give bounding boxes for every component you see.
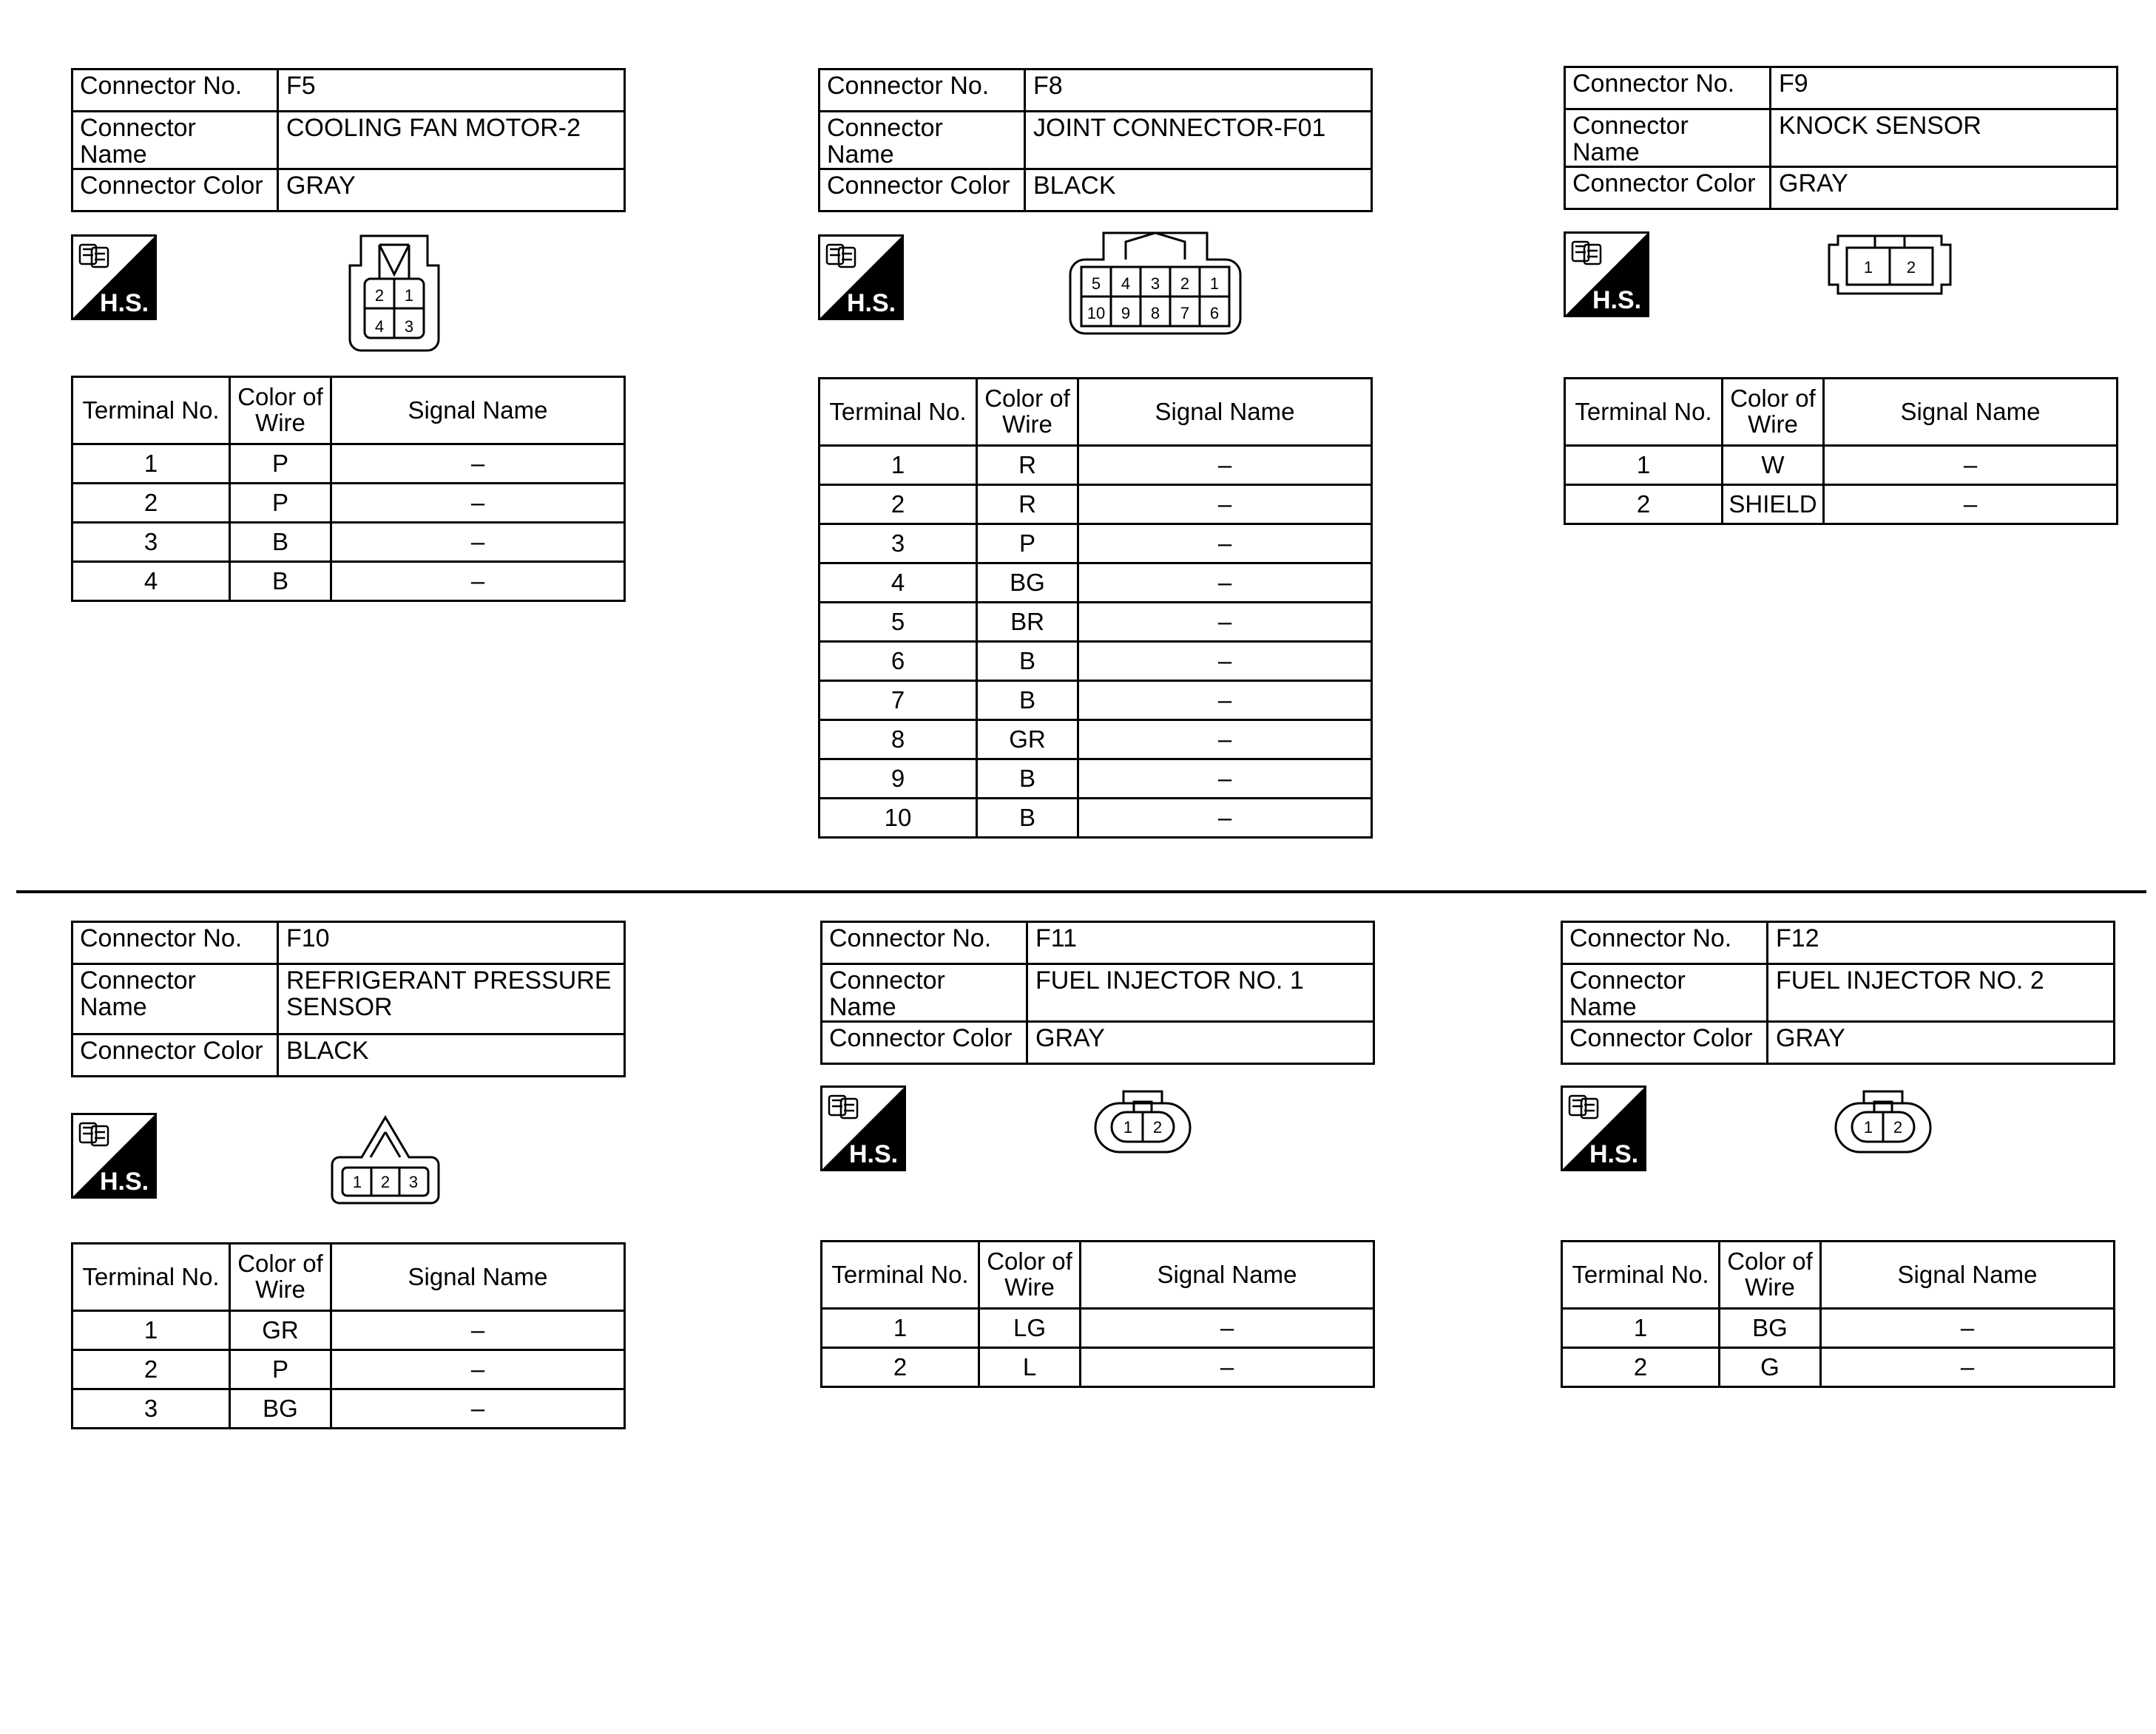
- connector-no-row: [72, 70, 625, 112]
- wire-color-cell: GR: [977, 720, 1078, 759]
- pin-label: 1: [404, 286, 414, 305]
- table-row: [820, 720, 1372, 759]
- connector-info-table: [71, 68, 626, 212]
- connector-name-row: [1562, 964, 2115, 1022]
- connector-name-label: Connector Name: [820, 112, 1025, 169]
- terminal-no-header: Terminal No.: [822, 1242, 979, 1309]
- table-row: [1562, 1348, 2115, 1387]
- connector-info-table: [820, 921, 1375, 1065]
- connector-no-label: Connector No.: [822, 922, 1027, 964]
- connector-block-f5: [71, 68, 633, 881]
- color-of-wire-header: Color of Wire: [1720, 1242, 1821, 1309]
- signal-name-cell: –: [1078, 642, 1372, 681]
- color-of-wire-header: Color of Wire: [230, 1244, 331, 1311]
- pin-label: 1: [352, 1173, 362, 1191]
- connector-info-table: [71, 921, 626, 1077]
- wire-color-cell: P: [230, 444, 331, 484]
- connector-block-f10: [71, 921, 633, 1734]
- connector-no-value: F9: [1771, 67, 2118, 109]
- badge-label: H.S.: [1592, 286, 1642, 314]
- table-row: [820, 799, 1372, 838]
- connector-no-row: [1565, 67, 2118, 109]
- terminal-no-cell: 5: [820, 603, 977, 642]
- pin-label: 1: [1209, 274, 1220, 293]
- connector-name-label: Connector Name: [1562, 964, 1768, 1022]
- signal-name-cell: –: [331, 1389, 625, 1429]
- pin-label: 3: [404, 317, 414, 336]
- connector-name-row: [1565, 109, 2118, 167]
- connector-color-label: Connector Color: [1562, 1022, 1768, 1064]
- badge-label: H.S.: [99, 289, 149, 317]
- pin-label: 4: [374, 317, 385, 336]
- connector-name-value: REFRIGERANT PRESSURE SENSOR: [278, 964, 625, 1034]
- signal-name-header: Signal Name: [1078, 379, 1372, 446]
- signal-name-cell: –: [1078, 446, 1372, 485]
- terminal-no-cell: 2: [822, 1348, 979, 1387]
- signal-name-cell: –: [1081, 1309, 1374, 1348]
- table-row: [820, 563, 1372, 603]
- wire-color-cell: P: [230, 1350, 331, 1389]
- table-row: [820, 759, 1372, 799]
- connector-color-value: GRAY: [278, 169, 625, 211]
- terminal-no-header: Terminal No.: [1562, 1242, 1720, 1309]
- connector-block-f11: [820, 921, 1382, 1734]
- terminal-no-cell: 1: [1562, 1309, 1720, 1348]
- wire-color-cell: B: [230, 562, 331, 601]
- connector-color-value: GRAY: [1771, 167, 2118, 209]
- wire-color-cell: R: [977, 446, 1078, 485]
- connector-name-value: FUEL INJECTOR NO. 2: [1768, 964, 2115, 1022]
- signal-name-cell: –: [1081, 1348, 1374, 1387]
- table-row: [820, 485, 1372, 524]
- wire-color-cell: LG: [979, 1309, 1081, 1348]
- table-row: [820, 446, 1372, 485]
- color-of-wire-header: Color of Wire: [230, 377, 331, 444]
- badge-label: H.S.: [1589, 1140, 1639, 1168]
- badge-label: H.S.: [846, 289, 896, 317]
- connector-no-value: F11: [1027, 922, 1374, 964]
- table-row: [820, 603, 1372, 642]
- terminal-no-header: Terminal No.: [72, 377, 230, 444]
- terminal-no-cell: 9: [820, 759, 977, 799]
- signal-name-cell: –: [1078, 759, 1372, 799]
- wire-color-cell: L: [979, 1348, 1081, 1387]
- signal-name-cell: –: [331, 484, 625, 523]
- terminal-no-cell: 2: [72, 1350, 230, 1389]
- terminal-no-cell: 4: [72, 562, 230, 601]
- connector-color-value: GRAY: [1027, 1022, 1374, 1064]
- harness-side-icon: [1561, 1086, 1646, 1171]
- connector-no-value: F8: [1025, 70, 1372, 112]
- connector-no-row: [822, 922, 1374, 964]
- terminal-no-cell: 1: [820, 446, 977, 485]
- pin-label: 2: [374, 286, 385, 305]
- table-row: [822, 1309, 1374, 1348]
- signal-name-cell: –: [331, 444, 625, 484]
- wire-color-cell: BG: [1720, 1309, 1821, 1348]
- terminal-no-cell: 3: [820, 524, 977, 563]
- wire-color-cell: G: [1720, 1348, 1821, 1387]
- connector-color-value: BLACK: [1025, 169, 1372, 211]
- terminal-table: [820, 1240, 1375, 1388]
- wire-color-cell: GR: [230, 1311, 331, 1350]
- pin-label: 6: [1209, 304, 1220, 322]
- table-row: [1565, 446, 2118, 485]
- color-of-wire-header: Color of Wire: [1723, 379, 1824, 446]
- signal-name-header: Signal Name: [331, 1244, 625, 1311]
- terminal-table-header: [72, 1244, 625, 1311]
- signal-name-cell: –: [1078, 563, 1372, 603]
- terminal-no-cell: 10: [820, 799, 977, 838]
- connector-face-diagram: [1823, 227, 1956, 301]
- signal-name-cell: –: [331, 523, 625, 562]
- connector-color-label: Connector Color: [1565, 167, 1771, 209]
- signal-name-cell: –: [1078, 681, 1372, 720]
- harness-side-icon: [71, 234, 157, 320]
- wire-color-cell: W: [1723, 446, 1824, 485]
- connector-no-value: F10: [278, 922, 625, 964]
- connector-face-diagram: [342, 227, 446, 353]
- connector-info-table: [818, 68, 1373, 212]
- wire-color-cell: SHIELD: [1723, 485, 1824, 524]
- terminal-no-header: Terminal No.: [1565, 379, 1723, 446]
- pin-label: 1: [1123, 1118, 1133, 1137]
- signal-name-cell: –: [331, 562, 625, 601]
- pin-label: 3: [1150, 274, 1160, 293]
- connector-no-value: F12: [1768, 922, 2115, 964]
- connector-no-label: Connector No.: [72, 70, 278, 112]
- connector-name-value: COOLING FAN MOTOR-2: [278, 112, 625, 169]
- terminal-no-cell: 8: [820, 720, 977, 759]
- harness-side-icon: [818, 234, 904, 320]
- terminal-table-header: [1565, 379, 2118, 446]
- terminal-no-cell: 2: [72, 484, 230, 523]
- connector-name-label: Connector Name: [822, 964, 1027, 1022]
- signal-name-cell: –: [1078, 524, 1372, 563]
- terminal-no-cell: 1: [72, 444, 230, 484]
- pin-label: 1: [1863, 258, 1873, 277]
- terminal-no-cell: 3: [72, 523, 230, 562]
- connector-color-label: Connector Color: [820, 169, 1025, 211]
- section-divider: [16, 890, 2146, 893]
- terminal-table-header: [820, 379, 1372, 446]
- signal-name-cell: –: [331, 1311, 625, 1350]
- connector-color-row: [1562, 1022, 2115, 1064]
- terminal-table: [71, 1242, 626, 1429]
- connector-block-f8: [818, 68, 1380, 881]
- signal-name-cell: –: [1824, 485, 2118, 524]
- table-row: [72, 523, 625, 562]
- connector-name-value: KNOCK SENSOR: [1771, 109, 2118, 167]
- connector-no-row: [72, 922, 625, 964]
- terminal-table: [1564, 377, 2118, 525]
- connector-no-value: F5: [278, 70, 625, 112]
- wire-color-cell: R: [977, 485, 1078, 524]
- connector-color-row: [820, 169, 1372, 211]
- signal-name-header: Signal Name: [1824, 379, 2118, 446]
- connector-name-row: [72, 964, 625, 1034]
- table-row: [820, 642, 1372, 681]
- wire-color-cell: B: [977, 759, 1078, 799]
- harness-side-icon: [1564, 231, 1649, 317]
- pin-label: 2: [1152, 1118, 1163, 1137]
- connector-color-row: [822, 1022, 1374, 1064]
- pin-label: 3: [408, 1173, 419, 1191]
- connector-no-label: Connector No.: [1562, 922, 1768, 964]
- terminal-no-cell: 6: [820, 642, 977, 681]
- terminal-no-cell: 1: [72, 1311, 230, 1350]
- wire-color-cell: B: [977, 642, 1078, 681]
- table-row: [820, 681, 1372, 720]
- table-row: [72, 1389, 625, 1429]
- table-row: [1562, 1309, 2115, 1348]
- connector-info-table: [1561, 921, 2115, 1065]
- badge-label: H.S.: [99, 1168, 149, 1196]
- table-row: [72, 1350, 625, 1389]
- wire-color-cell: B: [977, 681, 1078, 720]
- signal-name-header: Signal Name: [331, 377, 625, 444]
- terminal-no-cell: 7: [820, 681, 977, 720]
- pin-label: 2: [1906, 258, 1916, 277]
- connector-color-row: [72, 1034, 625, 1077]
- pin-label: 9: [1121, 304, 1131, 322]
- harness-side-icon: [71, 1113, 157, 1199]
- pin-label: 2: [380, 1173, 391, 1191]
- connector-no-label: Connector No.: [1565, 67, 1771, 109]
- table-row: [72, 484, 625, 523]
- signal-name-cell: –: [1824, 446, 2118, 485]
- connector-color-label: Connector Color: [822, 1022, 1027, 1064]
- connector-no-label: Connector No.: [820, 70, 1025, 112]
- connector-color-label: Connector Color: [72, 169, 278, 211]
- signal-name-header: Signal Name: [1081, 1242, 1374, 1309]
- connector-face-diagram: [1067, 227, 1244, 338]
- color-of-wire-header: Color of Wire: [979, 1242, 1081, 1309]
- terminal-no-cell: 4: [820, 563, 977, 603]
- signal-name-cell: –: [1078, 720, 1372, 759]
- wire-color-cell: BG: [977, 563, 1078, 603]
- wire-color-cell: P: [977, 524, 1078, 563]
- terminal-table-header: [822, 1242, 1374, 1309]
- connector-name-row: [822, 964, 1374, 1022]
- terminal-table-header: [72, 377, 625, 444]
- connector-face-diagram: [326, 1113, 445, 1209]
- pin-label: 10: [1087, 304, 1106, 322]
- terminal-no-header: Terminal No.: [820, 379, 977, 446]
- pin-label: 5: [1091, 274, 1101, 293]
- connector-no-label: Connector No.: [72, 922, 278, 964]
- connector-name-value: FUEL INJECTOR NO. 1: [1027, 964, 1374, 1022]
- connector-name-label: Connector Name: [1565, 109, 1771, 167]
- connector-color-row: [72, 169, 625, 211]
- wire-color-cell: BG: [230, 1389, 331, 1429]
- badge-label: H.S.: [848, 1140, 899, 1168]
- terminal-no-cell: 2: [1562, 1348, 1720, 1387]
- pin-label: 7: [1180, 304, 1190, 322]
- signal-name-cell: –: [331, 1350, 625, 1389]
- wire-color-cell: BR: [977, 603, 1078, 642]
- table-row: [820, 524, 1372, 563]
- pin-label: 2: [1893, 1118, 1903, 1137]
- connector-name-row: [820, 112, 1372, 169]
- connector-name-row: [72, 112, 625, 169]
- table-row: [822, 1348, 1374, 1387]
- terminal-no-cell: 1: [822, 1309, 979, 1348]
- terminal-table: [1561, 1240, 2115, 1388]
- signal-name-cell: –: [1078, 485, 1372, 524]
- terminal-table-header: [1562, 1242, 2115, 1309]
- connector-no-row: [820, 70, 1372, 112]
- terminal-table: [818, 377, 1373, 839]
- wire-color-cell: B: [977, 799, 1078, 838]
- connector-info-table: [1564, 66, 2118, 210]
- terminal-table: [71, 376, 626, 602]
- harness-side-icon: [820, 1086, 906, 1171]
- connector-name-value: JOINT CONNECTOR-F01: [1025, 112, 1372, 169]
- signal-name-cell: –: [1821, 1309, 2115, 1348]
- pin-label: 4: [1121, 274, 1131, 293]
- pin-label: 8: [1150, 304, 1160, 322]
- connector-block-f12: [1561, 921, 2123, 1734]
- connector-color-label: Connector Color: [72, 1034, 278, 1077]
- terminal-no-cell: 3: [72, 1389, 230, 1429]
- table-row: [72, 562, 625, 601]
- connector-name-label: Connector Name: [72, 112, 278, 169]
- connector-color-row: [1565, 167, 2118, 209]
- signal-name-header: Signal Name: [1821, 1242, 2115, 1309]
- terminal-no-header: Terminal No.: [72, 1244, 230, 1311]
- connector-name-label: Connector Name: [72, 964, 278, 1034]
- signal-name-cell: –: [1078, 799, 1372, 838]
- connector-no-row: [1562, 922, 2115, 964]
- pin-label: 2: [1180, 274, 1190, 293]
- table-row: [72, 1311, 625, 1350]
- color-of-wire-header: Color of Wire: [977, 379, 1078, 446]
- terminal-no-cell: 2: [1565, 485, 1723, 524]
- connector-color-value: GRAY: [1768, 1022, 2115, 1064]
- signal-name-cell: –: [1821, 1348, 2115, 1387]
- connector-block-f9: [1564, 66, 2126, 879]
- connector-face-diagram: [1831, 1086, 1935, 1159]
- pin-label: 1: [1863, 1118, 1873, 1137]
- table-row: [72, 444, 625, 484]
- wire-color-cell: P: [230, 484, 331, 523]
- signal-name-cell: –: [1078, 603, 1372, 642]
- connector-color-value: BLACK: [278, 1034, 625, 1077]
- table-row: [1565, 485, 2118, 524]
- terminal-no-cell: 2: [820, 485, 977, 524]
- connector-face-diagram: [1091, 1086, 1194, 1159]
- wire-color-cell: B: [230, 523, 331, 562]
- terminal-no-cell: 1: [1565, 446, 1723, 485]
